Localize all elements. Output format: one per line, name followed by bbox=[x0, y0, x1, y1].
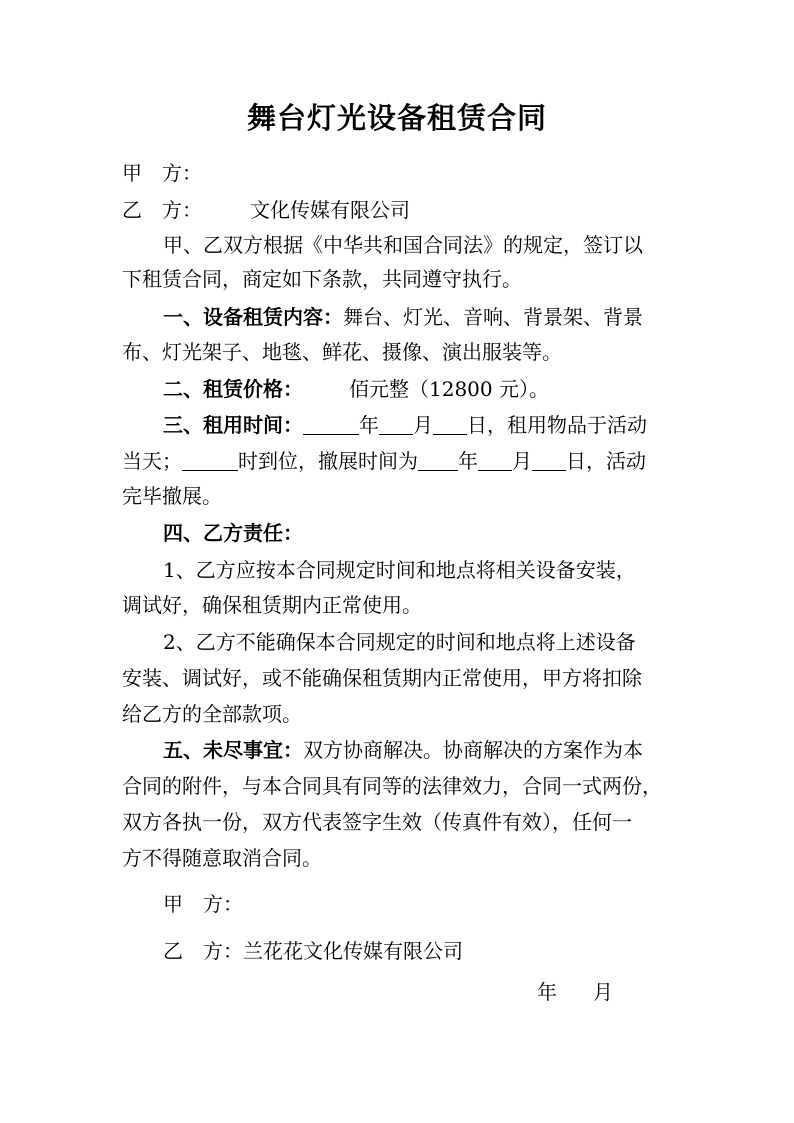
same-day-label: 当天； bbox=[122, 449, 182, 473]
section-5-line-3: 双方各执一份，双方代表签字生效（传真件有效），任何一 bbox=[122, 810, 632, 834]
page-title: 舞台灯光设备租赁合同 bbox=[246, 101, 547, 135]
month-label: 月 bbox=[413, 413, 433, 437]
section-3-heading: 三、租用时间： bbox=[163, 413, 303, 437]
section-3-line-1 bbox=[163, 410, 647, 440]
section-5-line-4: 方不得随意取消合同。 bbox=[122, 846, 322, 870]
year-blank[interactable] bbox=[303, 412, 359, 435]
section-5-line-2: 合同的附件，与本合同具有同等的法律效力，合同一式两份， bbox=[122, 774, 662, 798]
party-a-label: 甲 方： bbox=[122, 161, 202, 185]
section-3-line-2 bbox=[122, 446, 646, 476]
teardown-year-blank[interactable] bbox=[418, 448, 458, 471]
section-5-text: 双方协商解决。协商解决的方案作为本 bbox=[303, 738, 643, 762]
intro-line-2: 下租赁合同，商定如下条款，共同遵守执行。 bbox=[122, 267, 522, 291]
section-4-item-1-line-1: 1、乙方应按本合同规定时间和地点将相关设备安装， bbox=[163, 558, 636, 582]
teardown-month-label: 月 bbox=[512, 449, 532, 473]
section-1-line-2: 布、灯光架子、地毯、鲜花、摄像、演出服装等。 bbox=[122, 340, 562, 364]
section-2-value: 佰元整（12800 元）。 bbox=[349, 377, 549, 401]
signature-party-a: 甲 方： bbox=[163, 892, 243, 916]
section-3-line-3: 完毕撤展。 bbox=[122, 484, 222, 508]
teardown-day-blank[interactable] bbox=[532, 448, 566, 471]
section-1-line-1 bbox=[163, 302, 643, 332]
signature-party-b: 乙 方：兰花花文化传媒有限公司 bbox=[163, 939, 463, 963]
teardown-month-blank[interactable] bbox=[478, 448, 512, 471]
section-1-heading: 一、设备租赁内容： bbox=[163, 305, 343, 329]
teardown-day-text: 日，活动 bbox=[566, 449, 646, 473]
date-month-label: 月 bbox=[593, 980, 613, 1004]
date-line bbox=[537, 977, 613, 1007]
party-b-name: 文化传媒有限公司 bbox=[250, 198, 410, 222]
section-4-item-2-line-2: 安装、调试好，或不能确保租赁期内正常使用，甲方将扣除 bbox=[122, 666, 642, 690]
section-2-heading: 二、租赁价格： bbox=[163, 377, 303, 401]
day-blank[interactable] bbox=[433, 412, 467, 435]
teardown-year-label: 年 bbox=[458, 449, 478, 473]
section-5-line-1 bbox=[163, 735, 643, 765]
section-4-item-2-line-3: 给乙方的全部款项。 bbox=[122, 702, 302, 726]
month-blank[interactable] bbox=[379, 412, 413, 435]
party-b-label: 乙 方： bbox=[122, 198, 202, 222]
intro-line-1: 甲、乙双方根据《中华共和国合同法》的规定，签订以 bbox=[163, 233, 643, 257]
section-4-heading: 四、乙方责任： bbox=[163, 521, 303, 545]
day-text: 日，租用物品于活动 bbox=[467, 413, 647, 437]
party-a-line bbox=[122, 158, 202, 188]
year-label: 年 bbox=[359, 413, 379, 437]
section-5-heading: 五、未尽事宜： bbox=[163, 738, 303, 762]
section-4-item-2-line-1: 2、乙方不能确保本合同规定的时间和地点将上述设备 bbox=[163, 630, 636, 654]
arrival-text: 时到位，撤展时间为 bbox=[238, 449, 418, 473]
section-2-line bbox=[163, 374, 549, 404]
hour-blank[interactable] bbox=[182, 448, 238, 471]
date-year-label: 年 bbox=[537, 980, 557, 1004]
section-4-item-1-line-2: 调试好，确保租赁期内正常使用。 bbox=[122, 593, 422, 617]
section-1-text: 舞台、灯光、音响、背景架、背景 bbox=[343, 305, 643, 329]
party-b-line bbox=[122, 195, 410, 225]
